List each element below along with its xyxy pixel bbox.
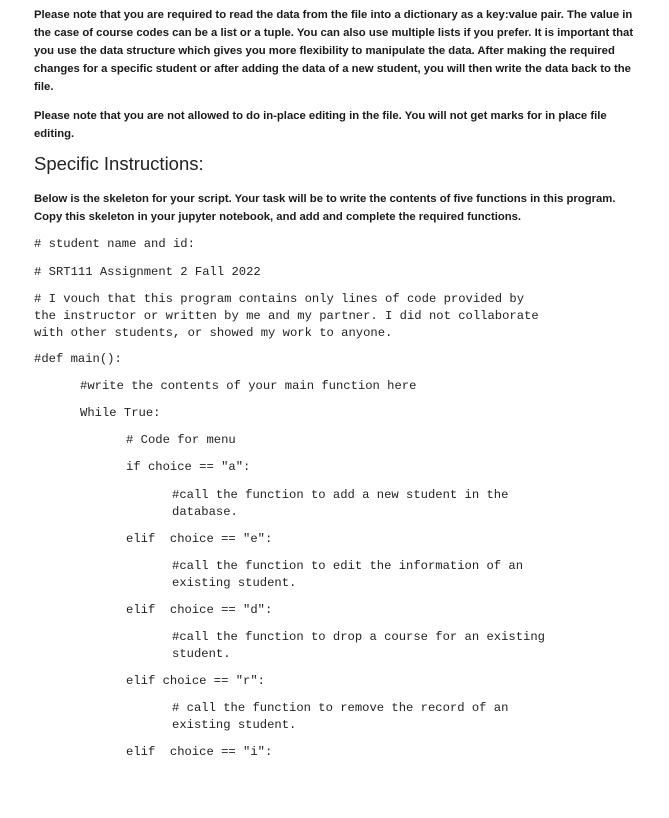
code-while-loop: While True: [80,406,161,420]
section-description: Below is the skeleton for your script. Your task will be to write the contents of five functions in this program. Copy this skeleton in your jupyter notebook, and add and complete the required functions. [34,193,616,223]
code-comment-remove-record: # call the function to remove the record of an existing student. [172,701,509,732]
section-heading: Specific Instructions: [34,153,204,174]
code-def-main: #def main(): [34,352,122,366]
code-if-choice-a: if choice == "a": [126,460,251,474]
code-comment-vouch: # I vouch that this program contains only lines of code provided by the instructor or written by me and my partner. I did not collaborate with other students, or showed my work to anyone. [34,292,539,340]
code-comment-student-name: # student name and id: [34,237,195,251]
intro-paragraph-no-inplace-editing: Please note that you are not allowed to do in-place editing in the file. You will not get marks for in place file editing. [34,110,607,140]
code-comment-menu: # Code for menu [126,433,236,447]
code-elif-choice-i: elif choice == "i": [126,745,273,759]
code-comment-assignment: # SRT111 Assignment 2 Fall 2022 [34,265,261,279]
code-elif-choice-r: elif choice == "r": [126,674,265,688]
code-comment-drop-course: #call the function to drop a course for an existing student. [172,630,545,661]
code-comment-edit-student: #call the function to edit the information of an existing student. [172,559,524,590]
code-elif-choice-e: elif choice == "e": [126,532,273,546]
code-elif-choice-d: elif choice == "d": [126,603,273,617]
code-comment-main-contents: #write the contents of your main function here [80,379,417,393]
code-comment-add-student: #call the function to add a new student in the database. [172,488,509,519]
intro-paragraph-data-structure: Please note that you are required to read the data from the file into a dictionary as a key:value pair. The value in the case of course codes can be a list or a tuple. You can also use multiple lists if you prefer. It is important that you use the data structure which gives you more flexibility to manipulate the data. After making the required changes for a specific student or after adding the data of a new student, you will then write the data back to the file. [34,9,634,93]
